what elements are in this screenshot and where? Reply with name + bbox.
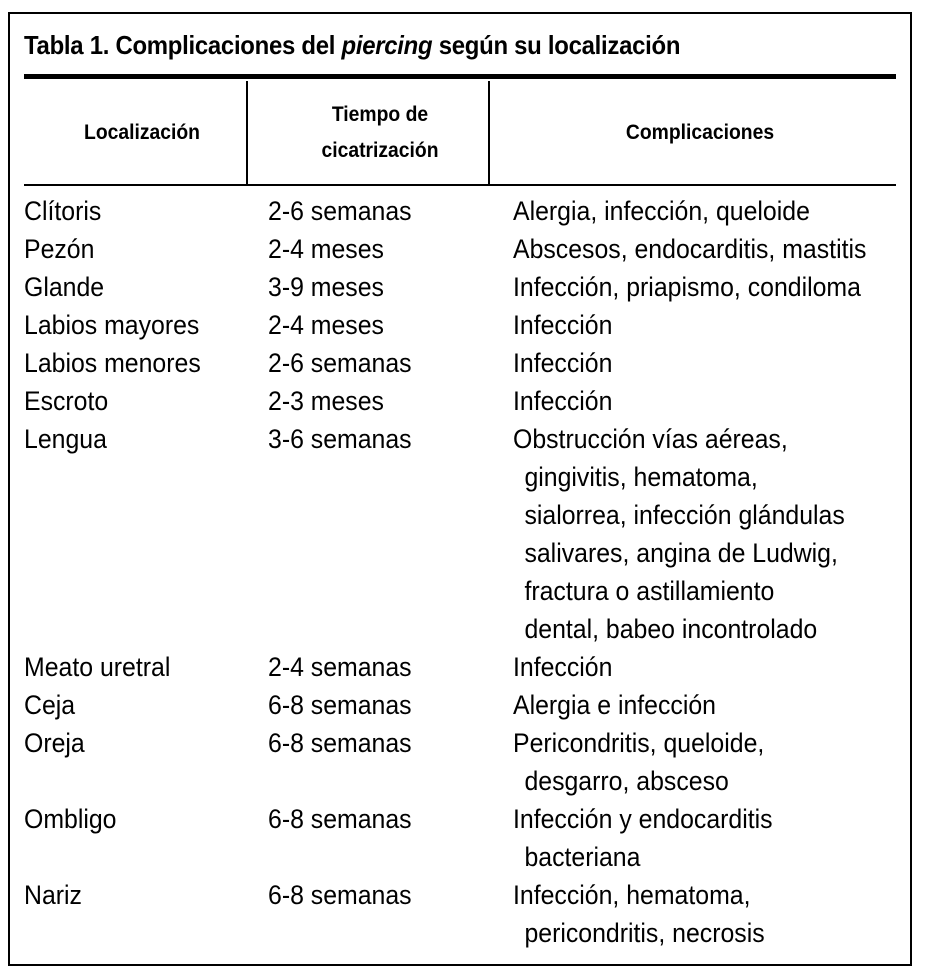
- cell-complications: pericondritis, necrosis: [524, 918, 765, 948]
- cell-complications: fractura o astillamiento: [524, 576, 775, 606]
- cell-location: Clítoris: [24, 196, 102, 226]
- table-row: [24, 648, 902, 686]
- cell-complications: Alergia e infección: [512, 690, 716, 720]
- cell-healing-time: 6-8 semanas: [268, 804, 413, 834]
- title-suffix: según su localización: [432, 30, 681, 60]
- cell-complications: sialorrea, infección glándulas: [524, 500, 845, 530]
- cell-complications: Obstrucción vías aéreas,: [512, 424, 788, 454]
- header-healing-line1: Tiempo de: [331, 102, 429, 126]
- cell-complications: gingivitis, hematoma,: [524, 462, 758, 492]
- cell-healing-time: 2-6 semanas: [268, 348, 413, 378]
- cell-location: [24, 838, 241, 876]
- cell-complications: Infección: [512, 348, 613, 378]
- cell-complications: Infección: [512, 386, 613, 416]
- cell-healing-time: 2-4 semanas: [268, 652, 413, 682]
- cell-healing-time: 6-8 semanas: [268, 728, 413, 758]
- table-row: [24, 458, 902, 496]
- cell-location: [24, 458, 241, 496]
- cell-location: [24, 610, 241, 648]
- cell-complications: Infección, priapismo, condiloma: [512, 272, 861, 302]
- table-row: [24, 610, 902, 648]
- title-italic: piercing: [341, 30, 433, 60]
- cell-location: Oreja: [24, 728, 85, 758]
- cell-healing-time: 2-6 semanas: [268, 196, 413, 226]
- table-row: [24, 268, 902, 306]
- cell-healing-time: 6-8 semanas: [268, 690, 413, 720]
- cell-location: Ombligo: [24, 804, 117, 834]
- cell-complications: Infección, hematoma,: [512, 880, 751, 910]
- table-row: [24, 382, 902, 420]
- cell-complications: Abscesos, endocarditis, mastitis: [512, 234, 867, 264]
- cell-healing-time: 6-8 semanas: [268, 880, 413, 910]
- title-prefix: Tabla 1. Complicaciones del: [24, 30, 342, 60]
- cell-healing-time: [260, 762, 477, 800]
- cell-healing-time: [260, 458, 477, 496]
- table-row: [24, 496, 902, 534]
- cell-location: [24, 572, 241, 610]
- header-divider-1: [246, 81, 248, 184]
- header-healing-line2: cicatrización: [321, 138, 439, 162]
- cell-healing-time: 2-4 meses: [268, 234, 385, 264]
- table-row: [24, 572, 902, 610]
- cell-complications: Pericondritis, queloide,: [512, 728, 765, 758]
- cell-location: [24, 496, 241, 534]
- header-location: Localización: [84, 120, 200, 144]
- cell-location: Labios mayores: [24, 310, 200, 340]
- cell-healing-time: 2-4 meses: [268, 310, 385, 340]
- cell-healing-time: [260, 572, 477, 610]
- header-complications: Complicaciones: [625, 120, 775, 144]
- header-healing-time: [270, 81, 491, 184]
- table-row: [24, 230, 902, 268]
- cell-healing-time: [260, 610, 477, 648]
- cell-complications: dental, babeo incontrolado: [524, 614, 818, 644]
- cell-location: Lengua: [24, 424, 107, 454]
- cell-location: Ceja: [24, 690, 76, 720]
- cell-healing-time: [260, 496, 477, 534]
- cell-healing-time: 2-3 meses: [268, 386, 385, 416]
- cell-complications: bacteriana: [524, 842, 641, 872]
- table-row: [24, 876, 902, 914]
- table-row: [24, 192, 902, 230]
- table-row: [24, 800, 902, 838]
- header-divider-2: [488, 81, 490, 184]
- cell-complications: Infección y endocarditis: [512, 804, 773, 834]
- cell-healing-time: [260, 838, 477, 876]
- cell-complications: desgarro, absceso: [524, 766, 729, 796]
- table-row: [24, 724, 902, 762]
- header-rule: [24, 184, 896, 186]
- table-row: [24, 914, 902, 952]
- table-row: [24, 838, 902, 876]
- cell-healing-time: [260, 534, 477, 572]
- cell-healing-time: [260, 914, 477, 952]
- cell-location: Escroto: [24, 386, 109, 416]
- cell-healing-time: 3-9 meses: [268, 272, 385, 302]
- table-body: [24, 192, 902, 952]
- cell-complications: Infección: [512, 310, 613, 340]
- table-frame: [8, 12, 912, 966]
- table-row: [24, 686, 902, 724]
- cell-complications: Infección: [512, 652, 613, 682]
- table-row: [24, 534, 902, 572]
- cell-complications: salivares, angina de Ludwig,: [524, 538, 838, 568]
- cell-location: Pezón: [24, 234, 95, 264]
- table-row: [24, 306, 902, 344]
- cell-location: Glande: [24, 272, 105, 302]
- cell-location: Nariz: [24, 880, 82, 910]
- title-rule: [24, 74, 896, 79]
- cell-healing-time: 3-6 semanas: [268, 424, 413, 454]
- table-title: [24, 30, 680, 61]
- table-row: [24, 344, 902, 382]
- table-row: [24, 762, 902, 800]
- cell-location: [24, 762, 241, 800]
- cell-complications: Alergia, infección, queloide: [512, 196, 810, 226]
- cell-location: [24, 914, 241, 952]
- cell-location: Labios menores: [24, 348, 201, 378]
- cell-location: [24, 534, 241, 572]
- cell-location: Meato uretral: [24, 652, 171, 682]
- table-row: [24, 420, 902, 458]
